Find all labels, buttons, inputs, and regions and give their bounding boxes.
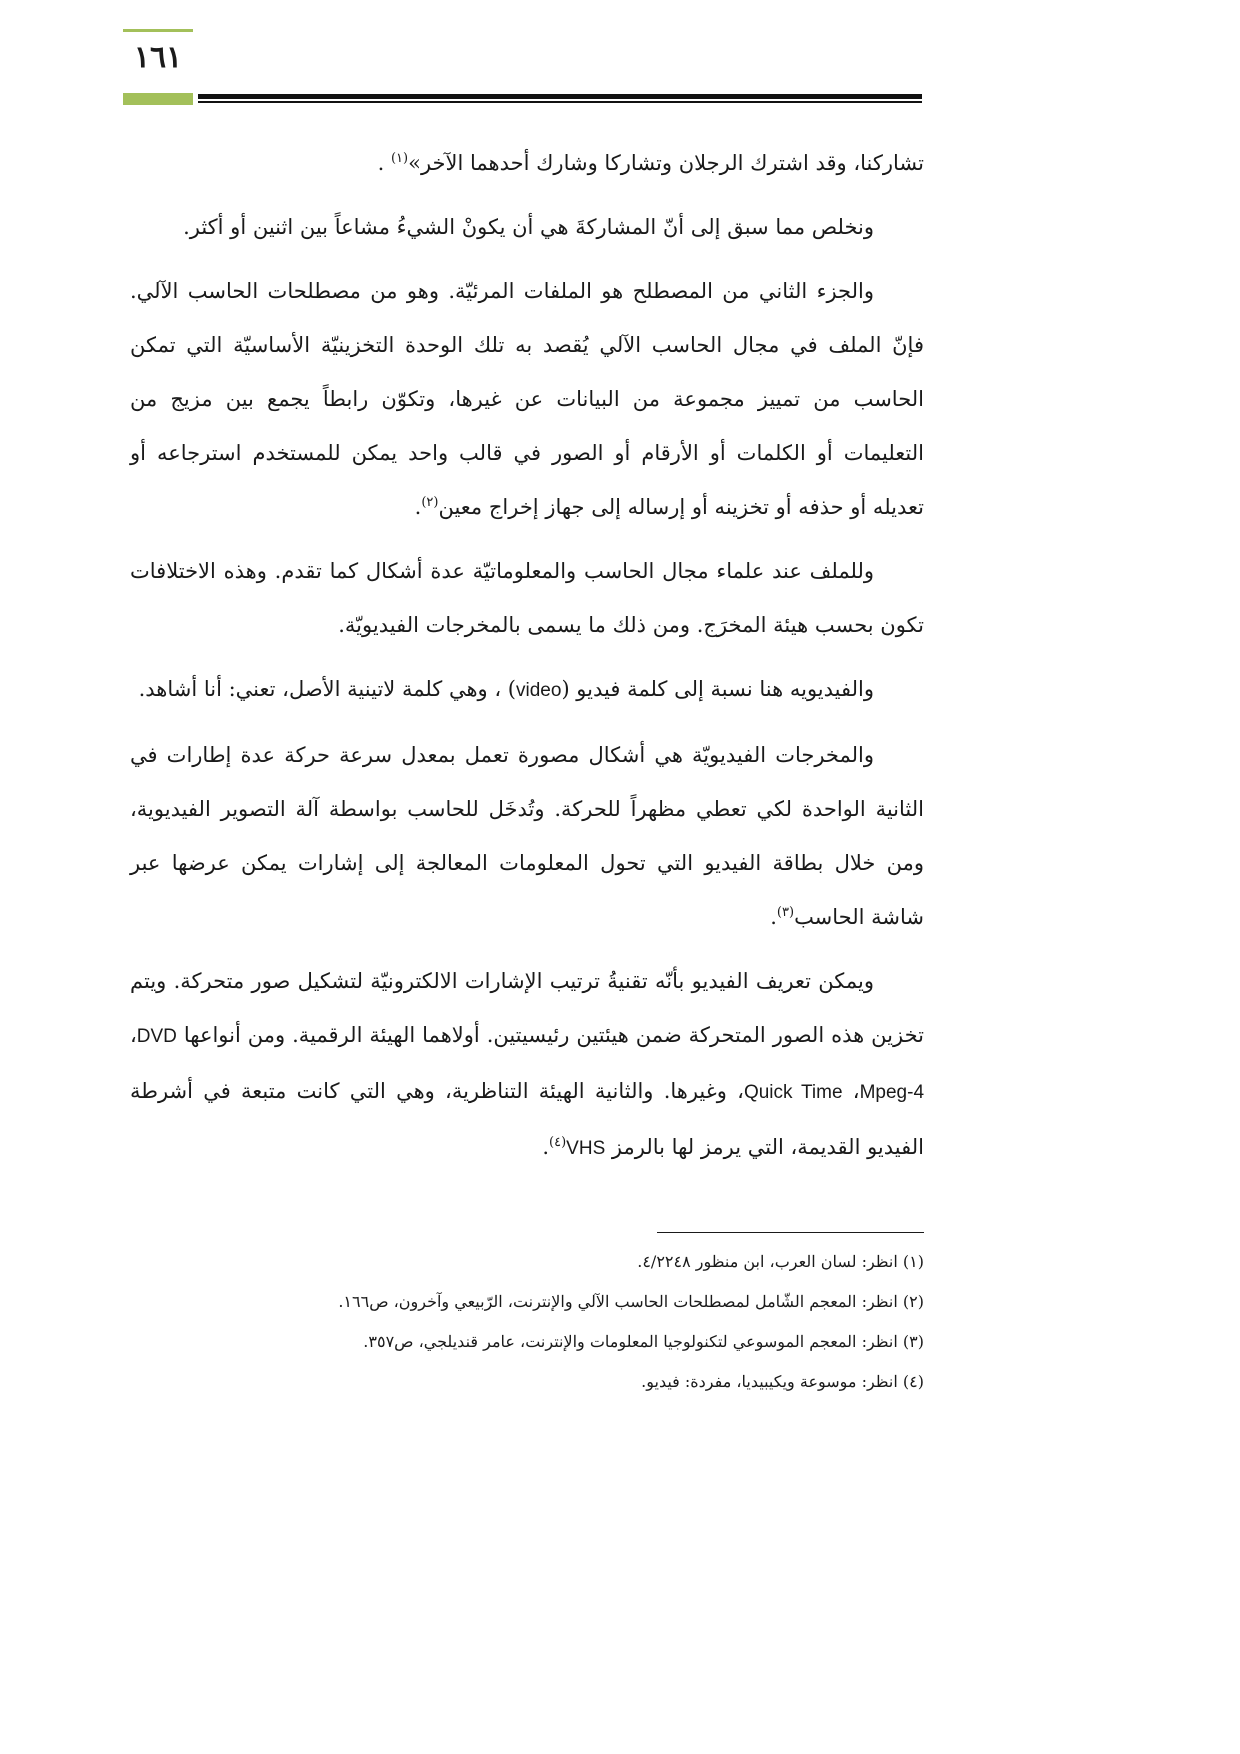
latin-term-quicktime: Quick Time xyxy=(743,1082,843,1103)
latin-term-vhs: VHS xyxy=(566,1138,606,1159)
footnote-ref-3: (٣) xyxy=(776,905,795,920)
paragraph-video-origin: والفيديويه هنا نسبة إلى كلمة فيديو (video) ، وهي كلمة لاتينية الأصل، تعني: أنا أشاهد. xyxy=(138,677,874,701)
paragraph-sharing-conclusion: ونخلص مما سبق إلى أنّ المشاركةَ هي أن يكونْ الشيءُ مشاعاً بين اثنين أو أكثر. xyxy=(183,215,874,239)
header-rule-thick xyxy=(198,94,922,99)
footnote-ref-4: (٤) xyxy=(549,1135,567,1150)
footnote-separator xyxy=(657,1232,924,1233)
page-number-top-accent xyxy=(123,29,193,32)
paragraph-file-forms: وللملف عند علماء مجال الحاسب والمعلوماتيّة عدة أشكال كما تقدم. وهذه الاختلافات تكون بحسب هيئة المخرَج. ومن ذلك ما يسمى بالمخرجات الفيديويّة. xyxy=(130,559,924,637)
page-number: ١٦١ xyxy=(133,40,183,75)
latin-term-dvd: DVD xyxy=(136,1026,177,1047)
paragraph-video-outputs: والمخرجات الفيديويّة هي أشكال مصورة تعمل بمعدل سرعة حركة عدة إطارات في الثانية الواحدة لكي تعطي مظهراً للحركة. وتُدخَل للحاسب بواسطة آلة التصوير الفيديوية، ومن خلال بطاقة الفيديو التي تحول المعلومات المعالجة إلى إشارات يمكن عرضها عبر شاشة الحاسب$^{(٣)}$. xyxy=(130,743,924,929)
footnote-ref-2: (٢) xyxy=(421,495,439,510)
paragraph-continuation: تشاركنا، وقد اشترك الرجلان وتشاركا وشارك أحدهما الآخر»$^{(١)}$ . xyxy=(377,151,924,175)
latin-term-video: video xyxy=(516,680,562,701)
footnote-3: (٣) انظر: المعجم الموسوعي لتكنولوجيا المعلومات والإنترنت، عامر قنديلجي، ص٣٥٧. xyxy=(363,1332,924,1351)
body-text xyxy=(130,136,924,1186)
footnote-2: (٢) انظر: المعجم الشّامل لمصطلحات الحاسب الآلي والإنترنت، الرّبيعي وآخرون، ص١٦٦. xyxy=(338,1292,924,1311)
footnotes xyxy=(130,1242,924,1402)
latin-term-mpeg4: Mpeg-4 xyxy=(859,1082,925,1103)
footnote-ref-1: (١) xyxy=(390,151,409,166)
footnote-4: (٤) انظر: موسوعة ويكيبيديا، مفردة: فيديو. xyxy=(641,1372,924,1391)
footnote-1: (١) انظر: لسان العرب، ابن منظور ٤/٢٢٤٨. xyxy=(637,1252,924,1271)
paragraph-video-formats: ويمكن تعريف الفيديو بأنّه تقنيةُ ترتيب الإشارات الالكترونيّة لتشكيل صور متحركة. ويتم تخزين هذه الصور المتحركة ضمن هيئتين رئيسيتين. أولاهما الهيئة الرقمية. ومن أنواعها DVD، Mpeg-4، Quick Time، وغيرها. والثانية الهيئة التناظرية، وهي التي كانت متبعة في أشرطة الفيديو القديمة، التي يرمز لها بالرمز VHS$^{(٤)}$. xyxy=(130,969,925,1159)
header-rule-thin xyxy=(198,101,922,103)
paragraph-file-definition: والجزء الثاني من المصطلح هو الملفات المرئيّة. وهو من مصطلحات الحاسب الآلي. فإنّ الملف في مجال الحاسب الآلي يُقصد به تلك الوحدة التخزينيّة الأساسيّة التي تمكن الحاسب من تمييز مجموعة من البيانات عن غيرها، وتكوّن رابطاً يجمع بين مزيج من التعليمات أو الكلمات أو الأرقام أو الصور في قالب واحد يمكن للمستخدم استرجاعه أو تعديله أو حذفه أو تخزينه أو إرساله إلى جهاز إخراج معين$^{(٢)}$. xyxy=(130,279,924,519)
header-green-accent xyxy=(123,93,193,105)
